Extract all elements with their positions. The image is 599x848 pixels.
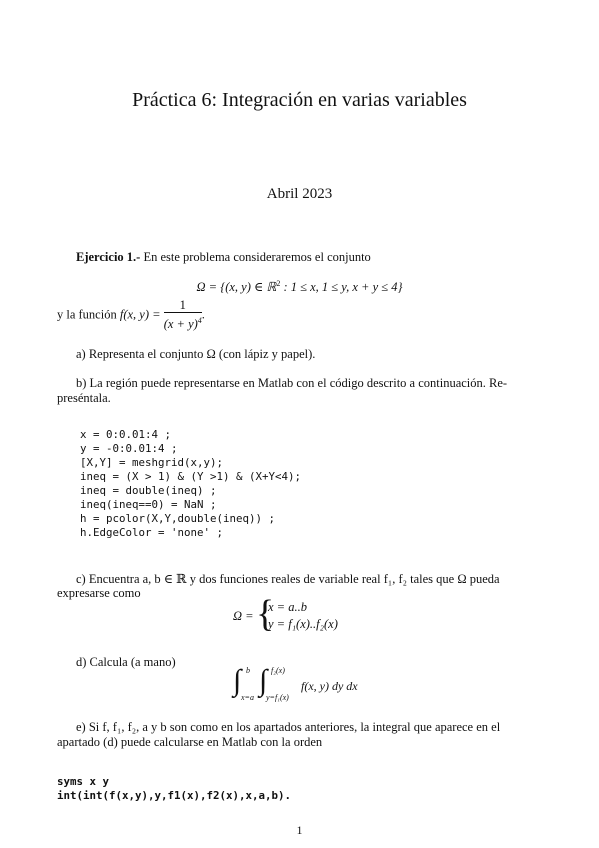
inner-upper-limit: f₂(x): [271, 666, 285, 675]
matlab-code-integral: [57, 775, 291, 803]
function-denominator-base: (x + y): [163, 317, 198, 332]
omega-lhs: Ω = {(x, y) ∈ ℝ: [196, 280, 277, 295]
omega-sup: 2: [276, 279, 281, 288]
double-integral: [233, 666, 373, 706]
code-line: ineq = double(ineq) ;: [80, 484, 217, 497]
matlab-code-region: [80, 428, 301, 540]
function-numerator: 1: [164, 299, 202, 313]
function-denominator: [164, 313, 202, 332]
document-title: Práctica 6: Integración en varias variables: [132, 89, 467, 111]
function-fraction: [164, 299, 202, 332]
code-line: [X,Y] = meshgrid(x,y);: [80, 456, 224, 469]
cases-line2: y = f₁(x)..f₂(x): [268, 617, 338, 631]
outer-integral-sign: ∫: [233, 664, 242, 697]
function-name: f(x, y) =: [119, 307, 164, 322]
function-denominator-exp: 4: [197, 316, 202, 325]
code-line: y = -0:0.01:4 ;: [80, 442, 178, 455]
exercise-label: Ejercicio 1.-: [76, 250, 141, 264]
omega-rhs: : 1 ≤ x, 1 ≤ y, x + y ≤ 4}: [280, 280, 403, 295]
item-e-line2: apartado (d) puede calcularse en Matlab con la orden: [57, 735, 323, 749]
document-date: Abril 2023: [266, 186, 333, 202]
exercise-intro-text: En este problema consideraremos el conjunto: [143, 250, 371, 264]
outer-upper-limit: b: [246, 666, 250, 675]
code-line: int(int(f(x,y),y,f1(x),f2(x),x,a,b).: [57, 789, 292, 802]
item-b-line2: preséntala.: [57, 391, 111, 405]
integrand: f(x, y) dy dx: [301, 679, 358, 693]
cases-omega: Ω =: [233, 609, 254, 623]
item-e-line1: e) Si f, f₁, f₂, a y b son como en los apartados anteriores, la integral que aparece en el: [76, 720, 501, 734]
omega-definition: [0, 276, 599, 295]
code-line: ineq = (X > 1) & (Y >1) & (X+Y<4);: [80, 470, 302, 483]
function-end: .: [201, 307, 205, 322]
inner-lower-limit: y=f₁(x): [266, 693, 289, 702]
function-definition: [57, 299, 205, 332]
code-line: syms x y: [57, 775, 110, 788]
inner-integral-sign: ∫: [259, 664, 268, 697]
outer-lower-limit: x=a: [241, 693, 254, 702]
code-line: h.EdgeColor = 'none' ;: [80, 526, 224, 539]
code-line: h = pcolor(X,Y,double(ineq)) ;: [80, 512, 276, 525]
item-c-line1: c) Encuentra a, b ∈ ℝ y dos funciones reales de variable real f₁, f₂ tales que Ω pueda: [76, 572, 500, 586]
item-b-line1: b) La región puede representarse en Matlab con el código descrito a continuación. Re-: [76, 376, 508, 390]
function-prefix: y la función: [57, 307, 120, 322]
code-line: ineq(ineq==0) = NaN ;: [80, 498, 217, 511]
cases-line1: x = a..b: [268, 600, 307, 614]
item-c-line2: expresarse como: [57, 586, 141, 600]
item-d: d) Calcula (a mano): [76, 655, 176, 669]
item-a: a) Representa el conjunto Ω (con lápiz y papel).: [76, 347, 316, 361]
code-line: x = 0:0.01:4 ;: [80, 428, 172, 441]
exercise-intro: [76, 250, 371, 265]
page-number: 1: [296, 823, 303, 837]
cases-brace: {: [256, 593, 275, 635]
